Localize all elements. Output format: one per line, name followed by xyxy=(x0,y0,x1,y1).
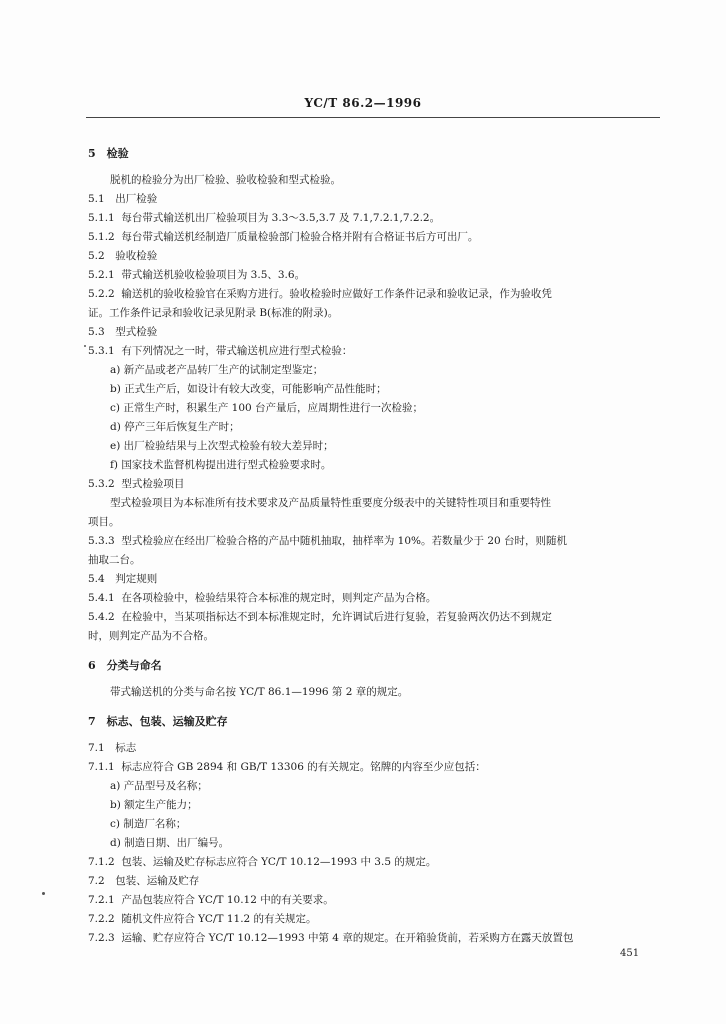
header-rule xyxy=(86,117,660,118)
list-item: e) 出厂检验结果与上次型式检验有较大差异时； xyxy=(110,440,334,452)
clause-number: 5.3.2 xyxy=(88,478,115,490)
section-7-title: 7 标志、包装、运输及贮存 xyxy=(88,715,228,728)
clause-text: 标志应符合 GB 2894 和 GB/T 13306 的有关规定。铭牌的内容至少应包括： xyxy=(121,761,486,773)
list-item: f) 国家技术监督机构提出进行型式检验要求时。 xyxy=(110,459,332,471)
clause-5-1-heading: 5.1 出厂检验 xyxy=(88,193,158,205)
section-6-text: 带式输送机的分类与命名按 YC/T 86.1—1996 第 2 章的规定。 xyxy=(110,686,409,698)
clause-text: 输送机的验收检验官在采购方进行。验收检验时应做好工作条件记录和验收记录，作为验收凭 xyxy=(121,288,552,300)
clause-number: 5.2.2 xyxy=(88,288,115,300)
clause-5-3-heading: 5.3 型式检验 xyxy=(88,326,158,338)
clause-7-1-heading: 7.1 标志 xyxy=(88,742,137,754)
clause-5-2-2 xyxy=(88,285,664,304)
clause-5-3-2 xyxy=(88,475,664,494)
clause-text: 包装、运输及贮存标志应符合 YC/T 10.12—1993 中 3.5 的规定。 xyxy=(121,856,437,868)
clause-5-1-2 xyxy=(88,228,664,247)
clause-5-4-2 xyxy=(88,608,664,627)
clause-text: 每台带式输送机出厂检验项目为 3.3～3.5,3.7 及 7.1,7.2.1,7.2.2。 xyxy=(121,212,441,224)
clause-text: 型式检验项目 xyxy=(121,478,185,490)
list-item: c) 正常生产时，积累生产 100 台产量后，应周期性进行一次检验； xyxy=(110,402,424,414)
list-item: a) 产品型号及名称； xyxy=(110,780,208,792)
clause-7-2-heading: 7.2 包装、运输及贮存 xyxy=(88,875,200,887)
clause-5-2-1 xyxy=(88,266,664,285)
clause-5-4-heading: 5.4 判定规则 xyxy=(88,573,158,585)
clause-number: 5.4.2 xyxy=(88,611,115,623)
scan-speck xyxy=(84,345,86,347)
clause-5-3-1 xyxy=(88,342,664,361)
clause-7-2-1 xyxy=(88,891,664,910)
clause-5-4-2-continued: 时，则判定产品为不合格。 xyxy=(88,630,214,642)
clause-number: 5.2.1 xyxy=(88,269,115,281)
clause-text: 运输、贮存应符合 YC/T 10.12—1993 中第 4 章的规定。在开箱验货前，若采购方在露天放置包 xyxy=(121,932,574,944)
clause-number: 5.1.1 xyxy=(88,212,115,224)
list-item: c) 制造厂名称； xyxy=(110,818,187,830)
clause-text: 每台带式输送机经制造厂质量检验部门检验合格并附有合格证书后方可出厂。 xyxy=(121,231,479,243)
clause-text: 型式检验应在经出厂检验合格的产品中随机抽取，抽样率为 10%。若数量少于 20 台时，则随机 xyxy=(121,535,568,547)
page-number: 451 xyxy=(620,948,640,959)
clause-5-4-1 xyxy=(88,589,664,608)
list-item: b) 额定生产能力； xyxy=(110,799,198,811)
clause-number: 7.2.1 xyxy=(88,894,115,906)
list-item: d) 制造日期、出厂编号。 xyxy=(110,837,230,849)
section-5-intro: 脱机的检验分为出厂检验、验收检验和型式检验。 xyxy=(110,174,341,186)
clause-5-2-heading: 5.2 验收检验 xyxy=(88,250,158,262)
clause-number: 7.1.1 xyxy=(88,761,115,773)
clause-5-3-3 xyxy=(88,532,664,551)
list-item: a) 新产品或老产品转厂生产的试制定型鉴定； xyxy=(110,364,324,376)
clause-number: 7.1.2 xyxy=(88,856,115,868)
clause-text: 有下列情况之一时，带式输送机应进行型式检验： xyxy=(121,345,353,357)
clause-7-1-1 xyxy=(88,758,664,777)
clause-number: 7.2.3 xyxy=(88,932,115,944)
clause-text: 在各项检验中，检验结果符合本标准的规定时，则判定产品为合格。 xyxy=(121,592,437,604)
section-5-title: 5 检验 xyxy=(88,147,129,160)
list-item: b) 正式生产后，如设计有较大改变，可能影响产品性能时； xyxy=(110,383,387,395)
clause-number: 5.3.1 xyxy=(88,345,115,357)
clause-5-3-2-continued: 项目。 xyxy=(88,516,120,528)
section-6-title: 6 分类与命名 xyxy=(88,659,162,672)
clause-7-2-2 xyxy=(88,910,664,929)
clause-5-1-1 xyxy=(88,209,664,228)
clause-5-3-3-continued: 抽取二台。 xyxy=(88,554,141,566)
clause-number: 5.3.3 xyxy=(88,535,115,547)
running-header: YC/T 86.2—1996 xyxy=(304,96,422,110)
clause-5-3-2-paragraph: 型式检验项目为本标准所有技术要求及产品质量特性重要度分级表中的关键特性项目和重要特性 xyxy=(110,497,551,509)
clause-5-2-2-continued: 证。工作条件记录和验收记录见附录 B(标准的附录)。 xyxy=(88,307,339,319)
scan-speck xyxy=(42,892,45,895)
clause-number: 5.1.2 xyxy=(88,231,115,243)
clause-number: 7.2.2 xyxy=(88,913,115,925)
clause-text: 产品包装应符合 YC/T 10.12 中的有关要求。 xyxy=(121,894,334,906)
clause-7-1-2 xyxy=(88,853,664,872)
clause-number: 5.4.1 xyxy=(88,592,115,604)
document-body xyxy=(88,138,664,948)
clause-7-2-3 xyxy=(88,929,664,948)
clause-text: 随机文件应符合 YC/T 11.2 的有关规定。 xyxy=(121,913,317,925)
clause-text: 带式输送机验收检验项目为 3.5、3.6。 xyxy=(121,269,306,281)
list-item: d) 停产三年后恢复生产时； xyxy=(110,421,240,433)
clause-text: 在检验中，当某项指标达不到本标准规定时，允许调试后进行复验，若复验两次仍达不到规定 xyxy=(121,611,552,623)
